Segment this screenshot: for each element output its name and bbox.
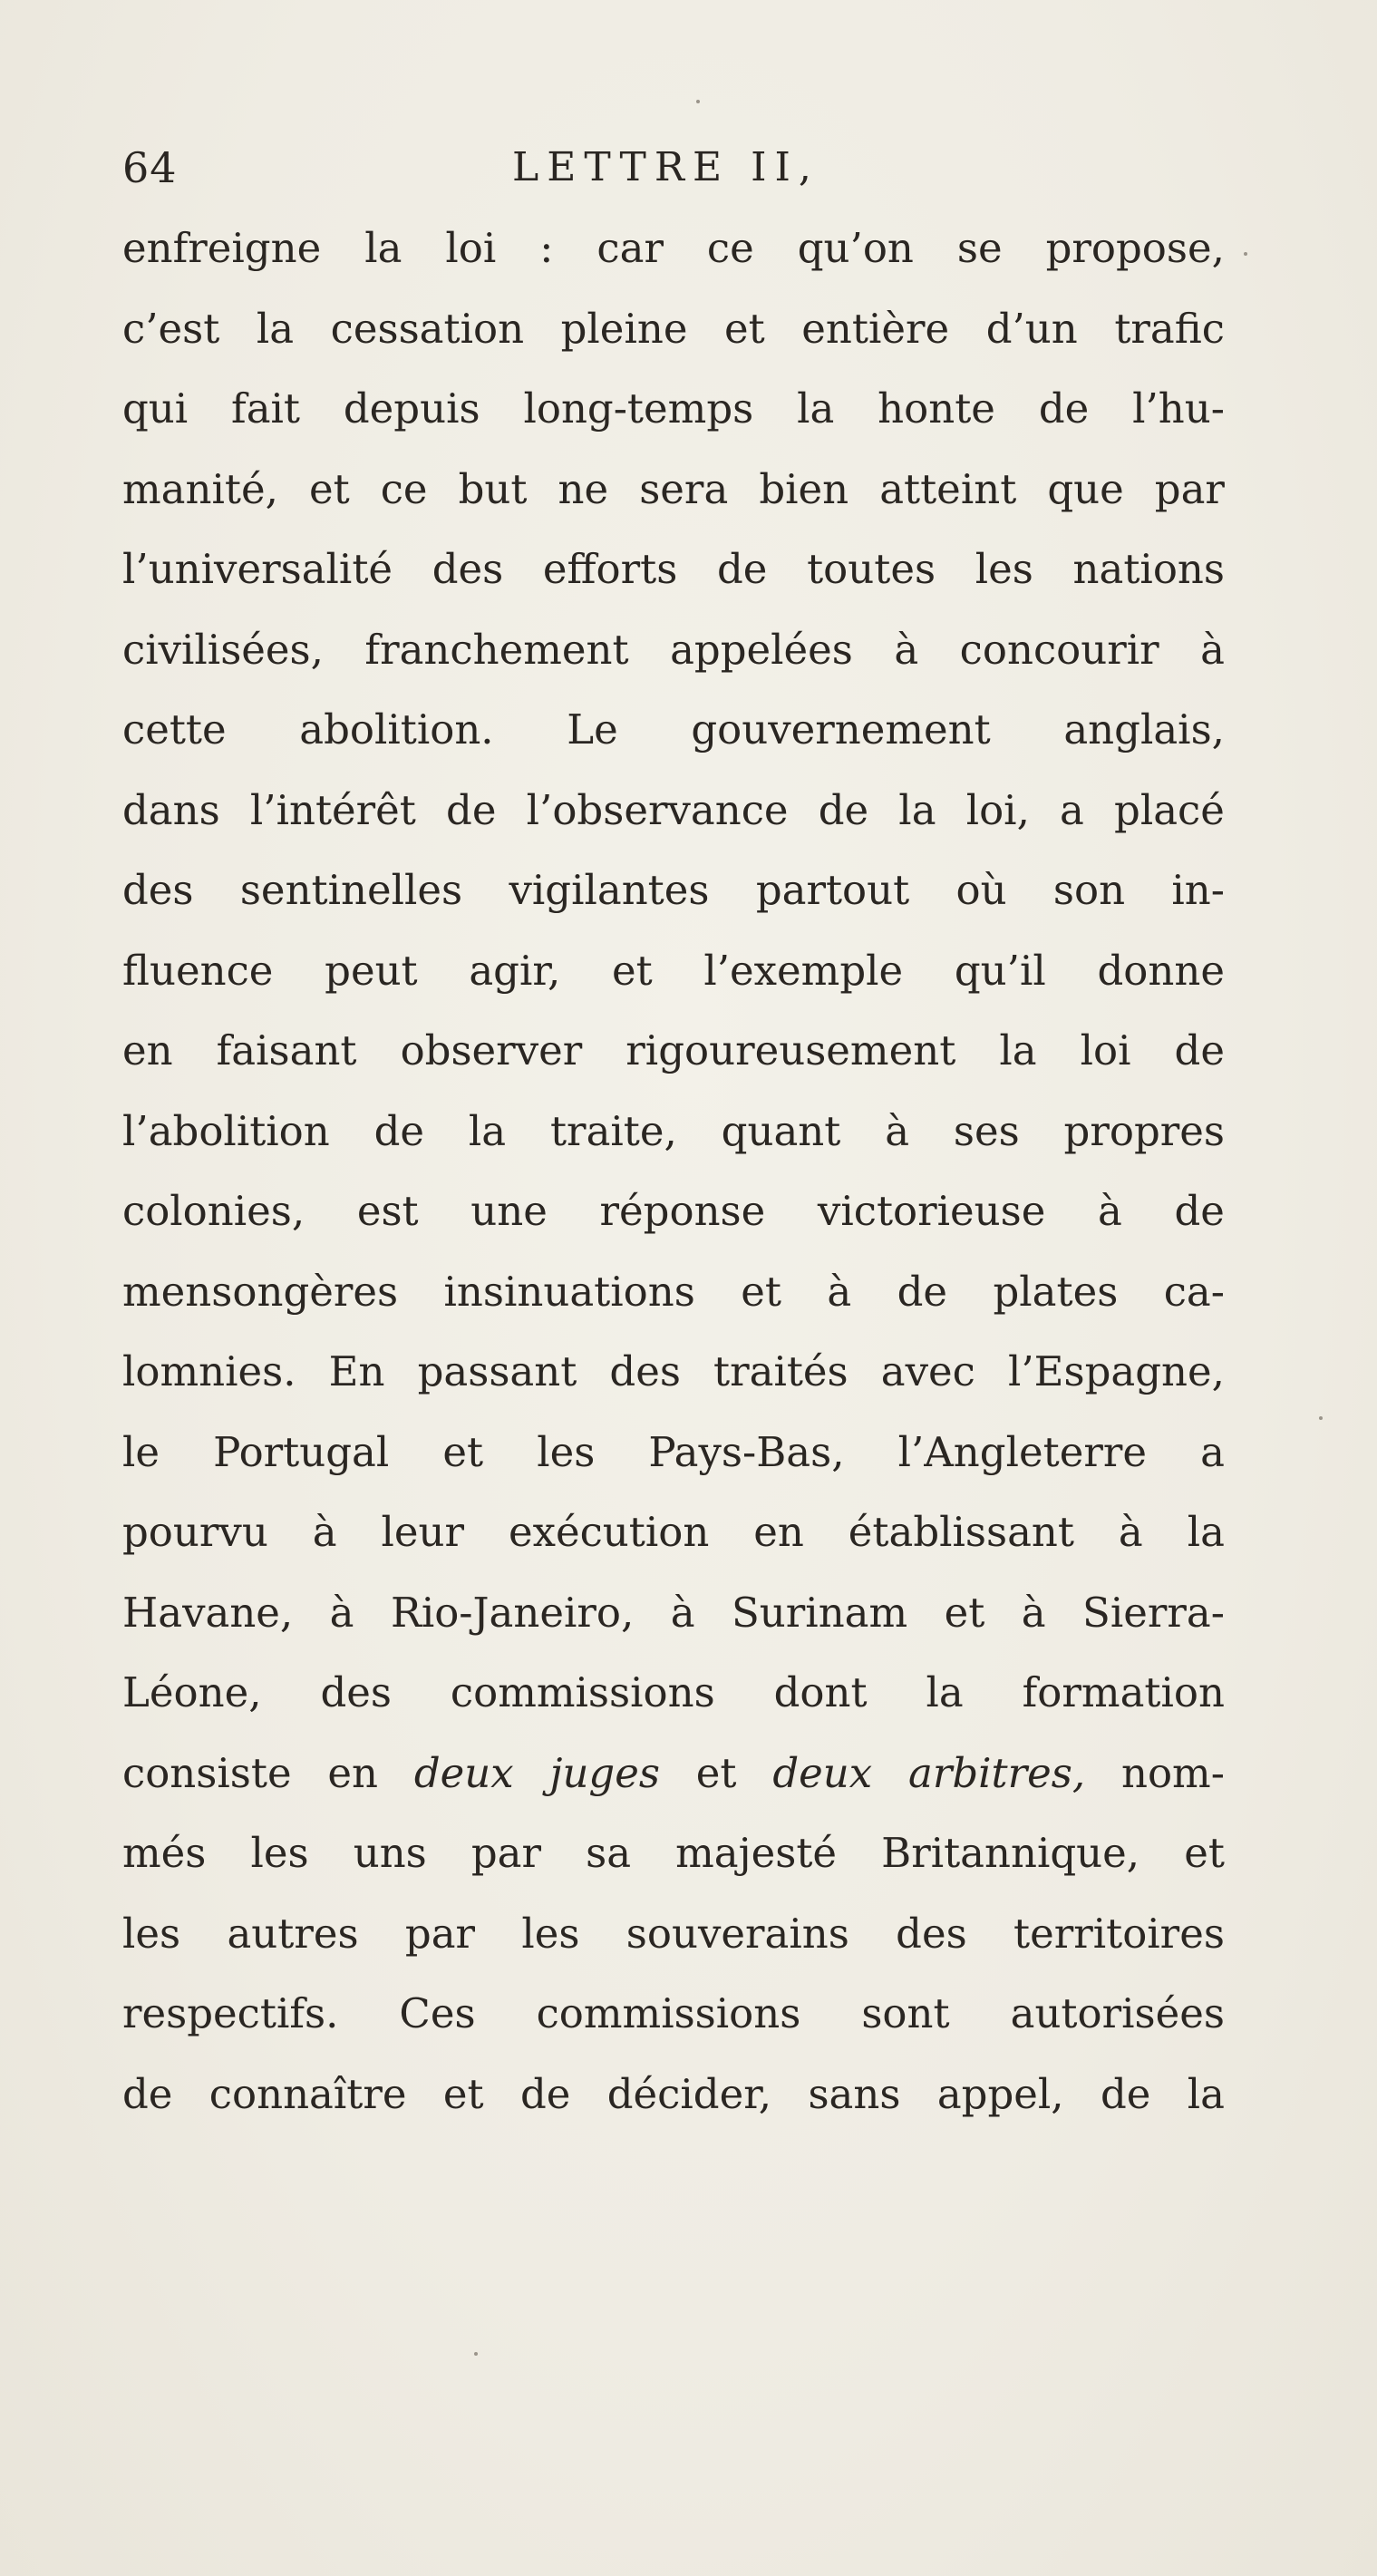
text-line: lomnies. En passant des traités avec l’Espagne, — [122, 1347, 1225, 1395]
body-text — [122, 209, 1225, 2134]
text-line: Léone, des commissions dont la formation — [122, 1668, 1225, 1716]
text-line: fluence peut agir, et l’exemple qu’il donne — [122, 946, 1225, 995]
text-line: Havane, à Rio-Janeiro, à Surinam et à Sierra- — [122, 1588, 1225, 1637]
text-line: de connaître et de décider, sans appel, de la — [122, 2069, 1225, 2118]
text-line: cette abolition. Le gouvernement anglais, — [122, 705, 1225, 753]
text-line: enfreigne la loi : car ce qu’on se propose, — [122, 224, 1225, 272]
running-title: LETTRE II, — [512, 144, 819, 190]
text-line: civilisées, franchement appelées à concourir à — [122, 625, 1225, 674]
page-number: 64 — [122, 143, 178, 192]
text-line: respectifs. Ces commissions sont autorisées — [122, 1989, 1225, 2037]
text-line: des sentinelles vigilantes partout où son in- — [122, 866, 1225, 914]
paper-speck — [696, 100, 700, 103]
text-line: l’abolition de la traite, quant à ses propres — [122, 1106, 1225, 1155]
text-line: manité, et ce but ne sera bien atteint que par — [122, 464, 1225, 513]
paper-speck — [474, 2352, 478, 2356]
text-line: dans l’intérêt de l’observance de la loi, a placé — [122, 785, 1225, 834]
text-line: qui fait depuis long-temps la honte de l’hu- — [122, 384, 1225, 433]
text-line: les autres par les souverains des territoires — [122, 1909, 1225, 1958]
paper-speck — [1244, 252, 1247, 256]
page-header — [122, 136, 1225, 199]
paper-speck — [1319, 1416, 1323, 1420]
text-line: le Portugal et les Pays-Bas, l’Angleterre a — [122, 1427, 1225, 1476]
text-line: colonies, est une réponse victorieuse à de — [122, 1187, 1225, 1235]
text-line: l’universalité des efforts de toutes les nations — [122, 545, 1225, 593]
text-line: mensongères insinuations et à de plates ca- — [122, 1267, 1225, 1316]
text-line: pourvu à leur exécution en établissant à la — [122, 1508, 1225, 1556]
text-line: consiste en deux juges et deux arbitres, nom- — [122, 1748, 1225, 1797]
text-line: en faisant observer rigoureusement la loi de — [122, 1026, 1225, 1074]
text-line: c’est la cessation pleine et entière d’un trafic — [122, 304, 1225, 353]
text-line: més les uns par sa majesté Britannique, et — [122, 1829, 1225, 1877]
